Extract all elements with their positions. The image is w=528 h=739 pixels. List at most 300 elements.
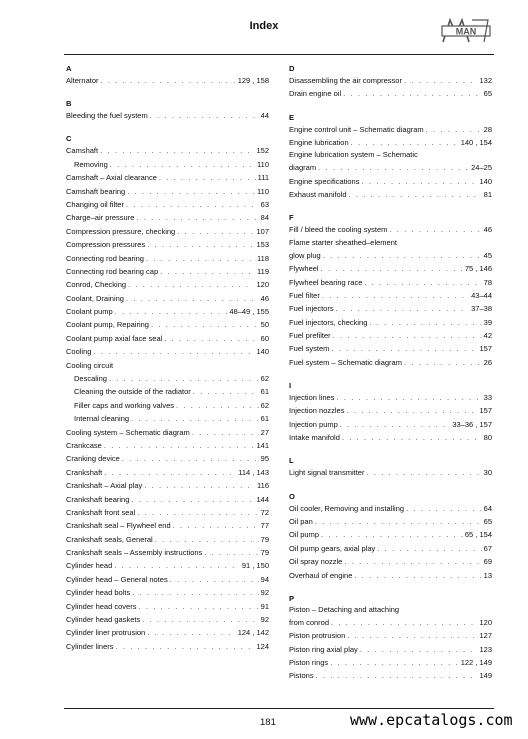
- dot-leader: [331, 342, 477, 355]
- dot-leader: [369, 316, 481, 329]
- dot-leader: [147, 626, 236, 639]
- entry-page: 46: [483, 225, 492, 235]
- index-entry: [289, 87, 492, 100]
- dot-leader: [101, 74, 236, 87]
- entry-page: 46: [260, 293, 269, 303]
- entry-page: 153: [256, 240, 269, 250]
- entry-label: Fuel filter: [289, 290, 320, 300]
- entry-page: 120: [256, 280, 269, 290]
- dot-leader: [160, 265, 255, 278]
- index-section-e: [289, 112, 492, 202]
- entry-page: 62: [260, 400, 269, 410]
- entry-label: Cooling: [66, 347, 92, 357]
- entry-page: 62: [260, 374, 269, 384]
- index-entry: [66, 600, 269, 613]
- entry-page: 79: [260, 548, 269, 558]
- entry-page: 91 , 150: [241, 561, 269, 571]
- index-entry: [66, 493, 269, 506]
- index-entry: [66, 265, 269, 278]
- entry-label: Injection nozzles: [289, 406, 345, 416]
- entry-page: 50: [260, 320, 269, 330]
- dot-leader: [170, 573, 259, 586]
- entry-label: Cylinder head – General notes: [66, 574, 168, 584]
- section-letter: E: [289, 112, 295, 122]
- dot-leader: [122, 452, 259, 465]
- entry-page: 64: [483, 503, 492, 513]
- entry-label: Crankshaft seals – Assembly instructions: [66, 548, 203, 558]
- dot-leader: [137, 506, 258, 519]
- section-letter: O: [289, 491, 295, 501]
- entry-label: Oil spray nozzle: [289, 557, 343, 567]
- index-entry: [289, 223, 492, 236]
- index-entry: [66, 546, 269, 559]
- dot-leader: [131, 412, 259, 425]
- dot-leader: [100, 144, 254, 157]
- dot-leader: [361, 175, 477, 188]
- index-entry: [66, 640, 269, 653]
- index-section-d: [289, 63, 492, 101]
- dot-leader: [321, 528, 463, 541]
- footer-rule: [64, 708, 494, 709]
- entry-page: 124 , 142: [237, 628, 269, 638]
- index-entry: [289, 555, 492, 568]
- dot-leader: [136, 211, 258, 224]
- index-entry: [66, 439, 269, 452]
- index-entry: [289, 515, 492, 528]
- entry-page: 91: [260, 601, 269, 611]
- dot-leader: [151, 318, 259, 331]
- dot-leader: [144, 479, 255, 492]
- index-entry: [289, 391, 492, 404]
- entry-page: 118: [257, 253, 269, 263]
- entry-page: 79: [260, 534, 269, 544]
- dot-leader: [104, 439, 255, 452]
- dot-leader: [126, 292, 259, 305]
- dot-leader: [331, 616, 477, 629]
- entry-page: 28: [483, 124, 492, 134]
- index-subentry: [66, 412, 269, 425]
- entry-page: 65: [483, 516, 492, 526]
- index-entry: [289, 656, 492, 669]
- entry-page: 69: [483, 557, 492, 567]
- entry-label: Compression pressure, checking: [66, 226, 176, 236]
- index-entry: [66, 573, 269, 586]
- dot-leader: [377, 542, 481, 555]
- index-section-i: [289, 380, 492, 445]
- section-letter: C: [66, 134, 72, 144]
- index-entry: [66, 278, 269, 291]
- entry-page: 24–25: [471, 163, 492, 173]
- entry-page: 44: [260, 111, 269, 121]
- section-letter: F: [289, 213, 294, 223]
- entry-page: 27: [260, 427, 269, 437]
- dot-leader: [115, 305, 228, 318]
- section-letter: A: [66, 64, 72, 73]
- entry-label: Intake manifold: [289, 433, 340, 443]
- entry-page: 110: [257, 186, 269, 196]
- index-entry: [289, 528, 492, 541]
- entry-label: Oil cooler, Removing and installing: [289, 503, 405, 513]
- section-letter: B: [66, 99, 72, 109]
- entry-page: 140: [256, 347, 269, 357]
- dot-leader: [342, 431, 482, 444]
- index-entry: [289, 404, 492, 417]
- dot-leader: [131, 493, 254, 506]
- entry-page: 77: [260, 521, 269, 531]
- entry-page: 141: [256, 440, 269, 450]
- entry-page: 144: [256, 494, 269, 504]
- entry-label: Injection lines: [289, 393, 335, 403]
- entry-page: 80: [483, 433, 492, 443]
- index-entry: [289, 431, 492, 444]
- entry-label: Piston protrusion: [289, 631, 346, 641]
- entry-label: Crankshaft front seal: [66, 507, 136, 517]
- entry-page: 152: [256, 146, 269, 156]
- dot-leader: [364, 276, 481, 289]
- dot-leader: [343, 87, 482, 100]
- entry-label: Engine control unit – Schematic diagram: [289, 124, 424, 134]
- dot-leader: [132, 586, 258, 599]
- index-section-f: [289, 212, 492, 369]
- dot-leader: [193, 385, 259, 398]
- entry-label: Coolant pump: [66, 307, 113, 317]
- entry-page: 107: [256, 226, 269, 236]
- entry-label: Fuel prefilter: [289, 331, 331, 341]
- entry-label: Exhaust manifold: [289, 190, 347, 200]
- entry-label: Light signal transmitter: [289, 468, 365, 478]
- entry-page: 60: [260, 333, 269, 343]
- index-column-right: [289, 62, 492, 693]
- entry-label: Overhaul of engine: [289, 570, 353, 580]
- dot-leader: [366, 466, 481, 479]
- entry-page: 48–49 , 155: [229, 307, 269, 317]
- entry-page: 81: [483, 190, 492, 200]
- index-section-a: [66, 63, 269, 87]
- dot-leader: [316, 669, 478, 682]
- index-entry: [66, 466, 269, 479]
- entry-label: Compression pressures: [66, 240, 146, 250]
- dot-leader: [315, 515, 482, 528]
- entry-page: 92: [260, 615, 269, 625]
- entry-label: Engine specifications: [289, 176, 360, 186]
- entry-page: 127: [479, 631, 492, 641]
- entry-label: Cylinder head gaskets: [66, 615, 141, 625]
- entry-page: 120: [479, 617, 492, 627]
- index-entry: [289, 542, 492, 555]
- entry-label: Piston ring axial play: [289, 644, 358, 654]
- entry-label: Alternator: [66, 76, 99, 85]
- entry-label: Oil pump: [289, 530, 320, 540]
- dot-leader: [389, 223, 481, 236]
- entry-label: Pistons: [289, 671, 314, 681]
- section-letter: D: [289, 64, 295, 73]
- entry-label: Charge–air pressure: [66, 213, 135, 223]
- entry-label: Crankshaft seals, General: [66, 534, 153, 544]
- dot-leader: [322, 289, 469, 302]
- index-entry: [66, 613, 269, 626]
- entry-label: Bleeding the fuel system: [66, 111, 148, 121]
- index-entry: [66, 171, 269, 184]
- entry-label: Oil pan: [289, 516, 313, 526]
- dot-leader: [354, 569, 481, 582]
- index-entry: [66, 109, 269, 122]
- entry-page: 45: [483, 250, 492, 260]
- entry-page: 67: [483, 543, 492, 553]
- entry-label: Fuel system: [289, 344, 330, 354]
- entry-page: 116: [257, 481, 269, 491]
- dot-leader: [127, 185, 255, 198]
- page-title: Index: [249, 20, 279, 32]
- entry-label: Cranking device: [66, 454, 120, 464]
- index-entry: [66, 185, 269, 198]
- entry-page: 92: [260, 588, 269, 598]
- entry-label: Cylinder head covers: [66, 601, 137, 611]
- entry-page: 33–36 , 157: [452, 419, 492, 429]
- dot-leader: [128, 278, 254, 291]
- entry-label: Connecting rod bearing cap: [66, 266, 159, 276]
- entry-page: 39: [483, 317, 492, 327]
- index-entry: [289, 175, 492, 188]
- entry-page: 13: [483, 570, 492, 580]
- index-entry: [289, 604, 492, 616]
- dot-leader: [142, 613, 258, 626]
- dot-leader: [114, 559, 240, 572]
- index-entry: [66, 626, 269, 639]
- entry-label: Flywheel bearing race: [289, 277, 363, 287]
- dot-leader: [93, 345, 254, 358]
- entry-page: 37–38: [471, 304, 492, 314]
- entry-label: Crankshaft: [66, 467, 103, 477]
- dot-leader: [126, 198, 259, 211]
- index-entry: [289, 418, 492, 431]
- index-entry: [66, 198, 269, 211]
- entry-label: Piston rings: [289, 657, 329, 667]
- index-entry: [66, 345, 269, 358]
- entry-page: 140: [479, 176, 492, 186]
- index-entry: [289, 669, 492, 682]
- index-subentry: [66, 399, 269, 412]
- dot-leader: [177, 225, 254, 238]
- entry-label: Oil pump gears, axial play: [289, 543, 376, 553]
- index-column-left: [66, 62, 269, 664]
- index-entry: [289, 161, 492, 174]
- index-entry: [289, 149, 492, 161]
- dot-leader: [340, 418, 451, 431]
- entry-label: Coolant pump, Repairing: [66, 320, 149, 330]
- index-entry: [66, 238, 269, 251]
- dot-leader: [159, 171, 256, 184]
- entry-label: Camshaft bearing: [66, 186, 126, 196]
- entry-label: Coolant, Draining: [66, 293, 124, 303]
- index-entry: [66, 506, 269, 519]
- section-letter: P: [289, 593, 295, 603]
- entry-label: Camshaft – Axial clearance: [66, 173, 157, 183]
- index-entry: [289, 502, 492, 515]
- entry-page: 65 , 154: [464, 530, 492, 540]
- entry-label: from conrod: [289, 617, 330, 627]
- entry-page: 94: [260, 574, 269, 584]
- entry-label: Engine lubrication: [289, 137, 349, 147]
- section-letter: I: [289, 381, 292, 391]
- dot-leader: [351, 136, 459, 149]
- index-entry: [289, 136, 492, 149]
- index-entry: [66, 519, 269, 532]
- entry-label: Flame starter sheathed–element: [289, 237, 397, 247]
- entry-label: Drain engine oil: [289, 89, 342, 99]
- dot-leader: [104, 466, 236, 479]
- dot-leader: [349, 188, 482, 201]
- entry-page: 129 , 158: [237, 76, 269, 85]
- index-entry: [66, 359, 269, 372]
- dot-leader: [173, 519, 259, 532]
- dot-leader: [147, 238, 254, 251]
- index-entry: [66, 426, 269, 439]
- entry-label: Crankcase: [66, 440, 102, 450]
- entry-label: Piston – Detaching and attaching: [289, 604, 400, 614]
- entry-page: 26: [483, 357, 492, 367]
- dot-leader: [330, 656, 459, 669]
- dot-leader: [155, 533, 259, 546]
- website-watermark: www.epcatalogs.com: [350, 711, 513, 729]
- page-number: 181: [260, 717, 276, 728]
- dot-leader: [164, 332, 258, 345]
- dot-leader: [336, 302, 470, 315]
- entry-page: 43–44: [471, 290, 492, 300]
- index-entry: [66, 74, 269, 87]
- index-entry: [66, 559, 269, 572]
- dot-leader: [321, 262, 463, 275]
- entry-label: Conrod, Checking: [66, 280, 127, 290]
- index-entry: [66, 292, 269, 305]
- dot-leader: [146, 252, 255, 265]
- index-entry: [289, 262, 492, 275]
- dot-leader: [116, 640, 255, 653]
- index-entry: [289, 249, 492, 262]
- index-entry: [66, 479, 269, 492]
- entry-label: Filler caps and working valves: [74, 400, 175, 410]
- index-subentry: [66, 372, 269, 385]
- entry-label: glow plug: [289, 250, 321, 260]
- index-entry: [289, 237, 492, 249]
- index-entry: [66, 332, 269, 345]
- entry-page: 122 , 149: [460, 657, 492, 667]
- entry-page: 42: [483, 331, 492, 341]
- entry-page: 119: [257, 266, 269, 276]
- entry-label: Changing oil filter: [66, 199, 124, 209]
- dot-leader: [109, 372, 259, 385]
- index-entry: [289, 316, 492, 329]
- index-entry: [289, 356, 492, 369]
- entry-label: Camshaft: [66, 146, 99, 156]
- index-entry: [289, 188, 492, 201]
- section-letter: L: [289, 456, 294, 466]
- entry-page: 124: [256, 641, 269, 651]
- index-entry: [289, 616, 492, 629]
- dot-leader: [318, 161, 469, 174]
- dot-leader: [336, 391, 481, 404]
- index-entry: [66, 452, 269, 465]
- entry-page: 84: [260, 213, 269, 223]
- entry-page: 72: [260, 507, 269, 517]
- entry-label: Engine lubrication system – Schematic: [289, 150, 418, 160]
- dot-leader: [150, 109, 259, 122]
- index-section-l: [289, 455, 492, 479]
- dot-leader: [176, 399, 259, 412]
- man-logo: [440, 14, 492, 46]
- entry-page: 140 , 154: [460, 137, 492, 147]
- entry-page: 157: [479, 406, 492, 416]
- entry-page: 65: [483, 89, 492, 99]
- index-entry: [66, 144, 269, 157]
- dot-leader: [426, 123, 482, 136]
- dot-leader: [404, 74, 478, 87]
- entry-label: Cleaning the outside of the radiator: [74, 387, 191, 397]
- dot-leader: [192, 426, 259, 439]
- index-entry: [66, 533, 269, 546]
- dot-leader: [333, 329, 482, 342]
- entry-page: 95: [260, 454, 269, 464]
- index-entry: [289, 569, 492, 582]
- index-section-o: [289, 491, 492, 582]
- entry-page: 78: [483, 277, 492, 287]
- entry-page: 75 , 146: [464, 264, 492, 274]
- entry-label: Fuel injectors, checking: [289, 317, 368, 327]
- index-entry: [66, 252, 269, 265]
- index-section-p: [289, 593, 492, 683]
- entry-label: Connecting rod bearing: [66, 253, 144, 263]
- index-entry: [289, 74, 492, 87]
- index-entry: [66, 225, 269, 238]
- index-entry: [289, 629, 492, 642]
- dot-leader: [110, 158, 255, 171]
- entry-label: Cylinder liners: [66, 641, 114, 651]
- entry-label: Fuel system – Schematic diagram: [289, 357, 402, 367]
- entry-label: Crankshaft bearing: [66, 494, 130, 504]
- entry-label: diagram: [289, 163, 317, 173]
- index-subentry: [66, 385, 269, 398]
- index-entry: [289, 276, 492, 289]
- index-subentry: [66, 158, 269, 171]
- index-entry: [66, 586, 269, 599]
- entry-label: Crankshaft seal – Flywheel end: [66, 521, 171, 531]
- entry-page: 157: [479, 344, 492, 354]
- entry-label: Fill / bleed the cooling system: [289, 225, 388, 235]
- dot-leader: [347, 629, 477, 642]
- entry-label: Descaling: [74, 374, 107, 384]
- man-logo-text: MAN: [455, 26, 477, 37]
- entry-label: Fuel injectors: [289, 304, 334, 314]
- entry-label: Cylinder liner protrusion: [66, 628, 146, 638]
- entry-page: 114 , 143: [238, 467, 269, 477]
- entry-label: Flywheel: [289, 264, 319, 274]
- dot-leader: [404, 356, 482, 369]
- index-entry: [289, 289, 492, 302]
- entry-page: 33: [483, 393, 492, 403]
- entry-label: Coolant pump axial face seal: [66, 333, 163, 343]
- index-entry: [289, 466, 492, 479]
- entry-page: 149: [479, 671, 492, 681]
- index-entry: [289, 329, 492, 342]
- entry-page: 30: [483, 468, 492, 478]
- entry-page: 110: [257, 159, 269, 169]
- header-rule: [64, 54, 494, 55]
- entry-label: Disassembling the air compressor: [289, 76, 402, 85]
- dot-leader: [344, 555, 481, 568]
- entry-label: Cylinder head: [66, 561, 113, 571]
- entry-label: Cylinder head bolts: [66, 588, 131, 598]
- dot-leader: [138, 600, 258, 613]
- entry-label: Cooling circuit: [66, 360, 114, 370]
